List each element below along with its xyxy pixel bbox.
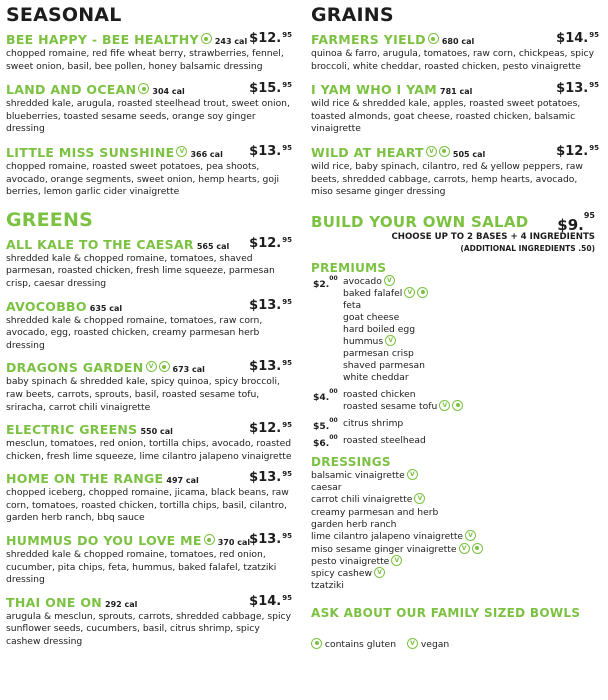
premium-price-cents: 00 xyxy=(329,274,338,282)
menu-item xyxy=(6,79,294,136)
menu-item-calories: 781 cal xyxy=(440,87,473,97)
legend-gluten-label: contains gluten xyxy=(324,638,397,650)
price-dollars: $13. xyxy=(249,143,282,159)
menu-item-calories: 243 cal xyxy=(214,37,248,46)
premium-item-name: white cheddar xyxy=(343,371,409,383)
price-dollars: $13. xyxy=(556,81,589,97)
price-cents: 95 xyxy=(282,81,292,90)
vegan-v-icon: V xyxy=(439,400,450,411)
premium-price xyxy=(313,435,338,450)
dressing-item xyxy=(311,531,601,543)
price-dollars: $13. xyxy=(249,359,282,375)
menu-item-header xyxy=(6,29,294,48)
right-column xyxy=(311,0,601,650)
price-dollars: $14. xyxy=(556,31,589,46)
premium-group xyxy=(311,276,601,384)
price-cents: 95 xyxy=(589,143,599,152)
menu-item-price xyxy=(249,530,292,551)
premium-item-name: avocado xyxy=(343,275,382,287)
premium-item xyxy=(343,276,601,288)
dressing-item xyxy=(311,494,601,506)
dressing-item xyxy=(311,470,601,482)
dressing-item xyxy=(311,507,601,519)
menu-item-description: chopped iceberg, chopped romaine, jicama, black beans, raw corn, tomatoes, roasted chicken, tortilla chips, basil, cilantro, garden herb ranch, bbq sauce xyxy=(6,487,289,524)
premium-item xyxy=(343,336,601,348)
menu-item-description: mesclun, tomatoes, red onion, tortilla chips, avocado, roasted chicken, fresh lime squeeze, lime cilantro jalapeno vinaigrette xyxy=(6,438,292,462)
dressing-item xyxy=(311,544,601,556)
vegan-v-icon: V xyxy=(374,567,385,578)
premium-item xyxy=(343,418,601,430)
menu-item-name: LAND AND OCEAN xyxy=(6,82,137,98)
legend-vegan-label: vegan xyxy=(420,638,450,650)
menu-item-calories: 292 cal xyxy=(105,599,138,609)
price-dollars: $15. xyxy=(249,81,282,97)
menu-item-calories: 565 cal xyxy=(196,241,230,251)
menu-item-description: wild rice & shredded kale, apples, roasted sweet potatoes, toasted almonds, goat cheese, roasted chicken, balsamic vinaigrette xyxy=(311,98,581,135)
menu-item-description: chopped romaine, roasted sweet potatoes, pea shoots, avocado, orange segments, sweet onion, hemp hearts, goji berries, lemon garlic cider vinaigrette xyxy=(6,160,280,198)
premiums-title: PREMIUMS xyxy=(311,260,387,275)
premium-item xyxy=(343,389,601,401)
greens-title: GREENS xyxy=(6,208,93,231)
price-cents: 95 xyxy=(282,235,292,244)
premium-price-dollars: $4. xyxy=(313,391,330,403)
menu-item-calories: 304 cal xyxy=(152,87,185,97)
menu-item-name: WILD AT HEART xyxy=(311,144,424,160)
premium-price-dollars: $5. xyxy=(313,420,330,432)
price-dollars: $13. xyxy=(249,470,282,486)
menu-item xyxy=(6,234,294,291)
dressing-item xyxy=(311,568,601,580)
premium-item xyxy=(343,372,601,384)
menu-item-name: FARMERS YIELD xyxy=(311,32,426,47)
menu-item xyxy=(311,142,601,199)
menu-item-price xyxy=(249,296,292,317)
premium-item-name: baked falafel xyxy=(343,287,403,299)
dressing-name: garden herb ranch xyxy=(311,518,397,530)
premium-item-name: goat cheese xyxy=(343,311,400,323)
menu-item xyxy=(6,142,294,199)
menu-item xyxy=(6,468,294,525)
menu-item-calories: 370 cal xyxy=(217,538,251,548)
premium-item xyxy=(343,401,601,413)
premium-group xyxy=(311,418,601,430)
gluten-dot-icon xyxy=(159,361,170,372)
greens-list xyxy=(6,234,294,649)
menu-item-description: shredded kale & chopped romaine, tomatoes, raw corn, avocado, egg, roasted chicken, creamy parmesan herb dressing xyxy=(6,314,263,351)
price-dollars: $12. xyxy=(556,143,589,159)
menu-item-calories: 366 cal xyxy=(190,149,223,159)
premium-item-name: hard boiled egg xyxy=(343,323,416,335)
byo-subtitle: CHOOSE UP TO 2 BASES + 4 INGREDIENTS xyxy=(391,231,595,242)
dressing-name: balsamic vinaigrette xyxy=(311,469,405,481)
dressing-name: caesar xyxy=(311,482,342,494)
menu-item-price xyxy=(249,419,292,440)
dressing-name: spicy cashew xyxy=(311,568,373,580)
menu-item xyxy=(6,29,294,73)
menu-item-price xyxy=(249,142,292,163)
vegan-v-icon: V xyxy=(465,530,476,541)
price-cents: 95 xyxy=(282,532,292,541)
menu-item-calories: 673 cal xyxy=(172,365,205,375)
price-cents: 95 xyxy=(282,421,292,430)
price-cents: 95 xyxy=(282,31,292,39)
premium-item xyxy=(343,300,601,312)
dressing-item xyxy=(311,482,601,494)
menu-item-name: AVOCOBBO xyxy=(6,298,87,314)
menu-item-price xyxy=(556,142,599,163)
premium-item xyxy=(343,348,601,360)
price-cents: 95 xyxy=(589,31,599,39)
vegan-v-icon: V xyxy=(391,555,402,566)
grains-title: GRAINS xyxy=(311,4,394,26)
byo-price: $9.95 xyxy=(557,210,595,234)
premium-item-name: parmesan crisp xyxy=(343,347,414,359)
premium-item-name: feta xyxy=(343,299,362,311)
price-cents: 95 xyxy=(589,81,599,90)
family-bowls-notice: ASK ABOUT OUR FAMILY SIZED BOWLS xyxy=(311,605,581,620)
byo-note: (ADDITIONAL INGREDIENTS .50) xyxy=(460,243,595,253)
menu-item-price xyxy=(556,29,599,50)
menu-item-header xyxy=(311,29,601,48)
menu-item-description: shredded kale & chopped romaine, tomatoes, red onion, cucumber, pita chips, feta, hummus, baked falafel, tzatziki dressing xyxy=(6,549,277,586)
price-cents: 95 xyxy=(282,297,292,306)
gluten-dot-icon xyxy=(428,33,439,44)
menu-item-header xyxy=(6,142,294,161)
menu-item-price xyxy=(249,79,292,100)
menu-item-name: LITTLE MISS SUNSHINE xyxy=(6,144,175,160)
premium-price-dollars: $2. xyxy=(313,278,330,290)
gluten-dot-icon xyxy=(204,534,215,545)
premium-price xyxy=(313,389,338,404)
menu-item-calories: 550 cal xyxy=(140,427,173,437)
menu-item xyxy=(6,530,294,587)
vegan-v-icon: V xyxy=(146,361,157,372)
gluten-dot-icon xyxy=(452,400,463,411)
price-cents: 95 xyxy=(282,593,292,602)
price-dollars: $12. xyxy=(249,31,282,46)
menu-item xyxy=(311,79,601,136)
vegan-v-icon: V xyxy=(404,287,415,298)
menu-item-description: chopped romaine, red fife wheat berry, strawberries, fennel, sweet onion, basil, bee pollen, honey balsamic dressing xyxy=(6,48,284,72)
price-cents: 95 xyxy=(282,143,292,152)
byo-header xyxy=(311,212,601,232)
vegan-v-icon: V xyxy=(414,493,425,504)
menu-item xyxy=(6,296,294,353)
vegan-v-icon: V xyxy=(385,335,396,346)
premium-items xyxy=(343,418,601,430)
vegan-v-icon: V xyxy=(176,146,187,157)
dressing-item xyxy=(311,519,601,531)
byo-title: BUILD YOUR OWN SALAD xyxy=(311,212,529,231)
menu-item-price xyxy=(249,357,292,378)
vegan-v-icon: V xyxy=(384,275,395,286)
menu-item-description: wild rice, baby spinach, cilantro, red & yellow peppers, raw beets, shredded cabbage, carrots, hemp hearts, avocado, miso sesame ginger dressing xyxy=(311,160,583,198)
premium-item-name: roasted chicken xyxy=(343,388,416,400)
dressing-name: carrot chili vinaigrette xyxy=(311,494,413,506)
premium-price xyxy=(313,418,338,433)
menu-item-name: ALL KALE TO THE CAESAR xyxy=(6,236,194,252)
menu-item-header xyxy=(6,468,294,487)
dressing-item xyxy=(311,580,601,592)
vegan-v-icon: V xyxy=(459,543,470,554)
menu-item-calories: 635 cal xyxy=(89,303,123,313)
premium-price-cents: 00 xyxy=(329,416,338,424)
menu-item-header xyxy=(6,592,294,611)
dressing-name: creamy parmesan and herb xyxy=(311,506,439,518)
dressing-name: lime cilantro jalapeno vinaigrette xyxy=(311,531,464,543)
menu-item xyxy=(6,357,294,414)
menu-item-price xyxy=(556,79,599,100)
vegan-v-icon: V xyxy=(407,638,418,649)
dressing-name: miso sesame ginger vinaigrette xyxy=(311,543,457,555)
menu-item-description: shredded kale, arugula, roasted steelhead trout, sweet onion, blueberries, toasted sesame seeds, orange soy ginger dressing xyxy=(6,98,290,135)
menu-item-name: THAI ONE ON xyxy=(6,594,103,610)
premium-item xyxy=(343,360,601,372)
menu-item-calories: 505 cal xyxy=(452,149,486,159)
gluten-dot-icon xyxy=(201,33,212,44)
menu-item-name: BEE HAPPY - BEE HEALTHY xyxy=(6,32,199,47)
menu-item-name: HUMMUS DO YOU LOVE ME xyxy=(6,533,202,549)
menu-item-description: arugula & mesclun, sprouts, carrots, shredded cabbage, spicy sunflower seeds, cucumbers, basil, citrus shrimp, spicy cashew dressing xyxy=(6,610,292,648)
premium-price xyxy=(313,276,338,291)
premium-item-name: roasted sesame tofu xyxy=(343,400,438,412)
menu-item-header xyxy=(311,79,601,98)
gluten-dot-icon xyxy=(311,638,322,649)
menu-item-description: shredded kale & chopped romaine, tomatoes, shaved parmesan, roasted chicken, fresh lime squeeze, parmesan crisp, caesar dressing xyxy=(6,252,275,289)
premium-item-name: citrus shrimp xyxy=(343,417,404,429)
seasonal-list xyxy=(6,29,294,199)
premium-item xyxy=(343,312,601,324)
menu-item-calories: 497 cal xyxy=(166,476,199,486)
menu-item-name: HOME ON THE RANGE xyxy=(6,471,164,487)
price-dollars: $13. xyxy=(249,532,282,548)
menu-item-description: quinoa & farro, arugula, tomatoes, raw corn, chickpeas, spicy broccoli, white cheddar, roasted chicken, pesto vinaigrette xyxy=(311,48,595,72)
vegan-v-icon: V xyxy=(426,146,437,157)
gluten-dot-icon xyxy=(138,83,149,94)
price-dollars: $14. xyxy=(249,593,282,609)
menu-item-name: I YAM WHO I YAM xyxy=(311,82,438,98)
premium-items xyxy=(343,276,601,384)
menu-item-price xyxy=(249,592,292,613)
seasonal-title: SEASONAL xyxy=(6,4,122,26)
menu-item-calories: 680 cal xyxy=(441,37,475,46)
premium-item-name: hummus xyxy=(343,335,384,347)
premium-item xyxy=(343,324,601,336)
premium-price-cents: 00 xyxy=(329,433,338,441)
premium-price-dollars: $6. xyxy=(313,437,330,449)
menu-item-name: ELECTRIC GREENS xyxy=(6,422,138,438)
dressing-name: pesto vinaigrette xyxy=(311,555,390,567)
menu-item-description: baby spinach & shredded kale, spicy quinoa, spicy broccoli, raw beets, carrots, sprouts, basil, roasted sesame tofu, sriracha, carrot chili vinaigrette xyxy=(6,376,280,413)
premiums-list xyxy=(311,276,601,447)
gluten-dot-icon xyxy=(417,287,428,298)
left-column xyxy=(6,0,294,649)
premium-item xyxy=(343,288,601,300)
price-dollars: $12. xyxy=(249,421,282,437)
dressings-list xyxy=(311,470,601,593)
premium-item-name: shaved parmesan xyxy=(343,359,426,371)
menu-item-price xyxy=(249,234,292,255)
menu-item-header xyxy=(6,419,294,438)
menu-item-header xyxy=(6,234,294,253)
price-dollars: $12. xyxy=(249,235,282,251)
menu-item xyxy=(6,592,294,649)
menu-item-header xyxy=(311,142,601,161)
menu-item-header xyxy=(6,357,294,376)
menu-item-name: DRAGONS GARDEN xyxy=(6,360,144,376)
menu-item-header xyxy=(6,530,294,549)
gluten-dot-icon xyxy=(439,146,450,157)
premium-group xyxy=(311,435,601,447)
gluten-dot-icon xyxy=(472,543,483,554)
menu-item xyxy=(6,419,294,463)
dressings-title: DRESSINGS xyxy=(311,454,391,469)
menu-item-price xyxy=(249,29,292,50)
premium-item xyxy=(343,435,601,447)
premium-price-cents: 00 xyxy=(329,387,338,395)
grains-list xyxy=(311,29,601,199)
premium-items xyxy=(343,435,601,447)
price-cents: 95 xyxy=(282,470,292,479)
build-your-own-section xyxy=(311,212,601,650)
price-dollars: $13. xyxy=(249,297,282,313)
price-cents: 95 xyxy=(282,359,292,368)
dressing-item xyxy=(311,556,601,568)
menu-item-header xyxy=(6,296,294,315)
menu-item-price xyxy=(249,468,292,489)
premium-group xyxy=(311,389,601,413)
legend xyxy=(311,639,601,650)
premium-items xyxy=(343,389,601,413)
vegan-v-icon: V xyxy=(407,469,418,480)
premium-item-name: roasted steelhead xyxy=(343,434,426,446)
dressing-name: tzatziki xyxy=(311,580,344,592)
menu-item xyxy=(311,29,601,73)
menu-item-header xyxy=(6,79,294,98)
